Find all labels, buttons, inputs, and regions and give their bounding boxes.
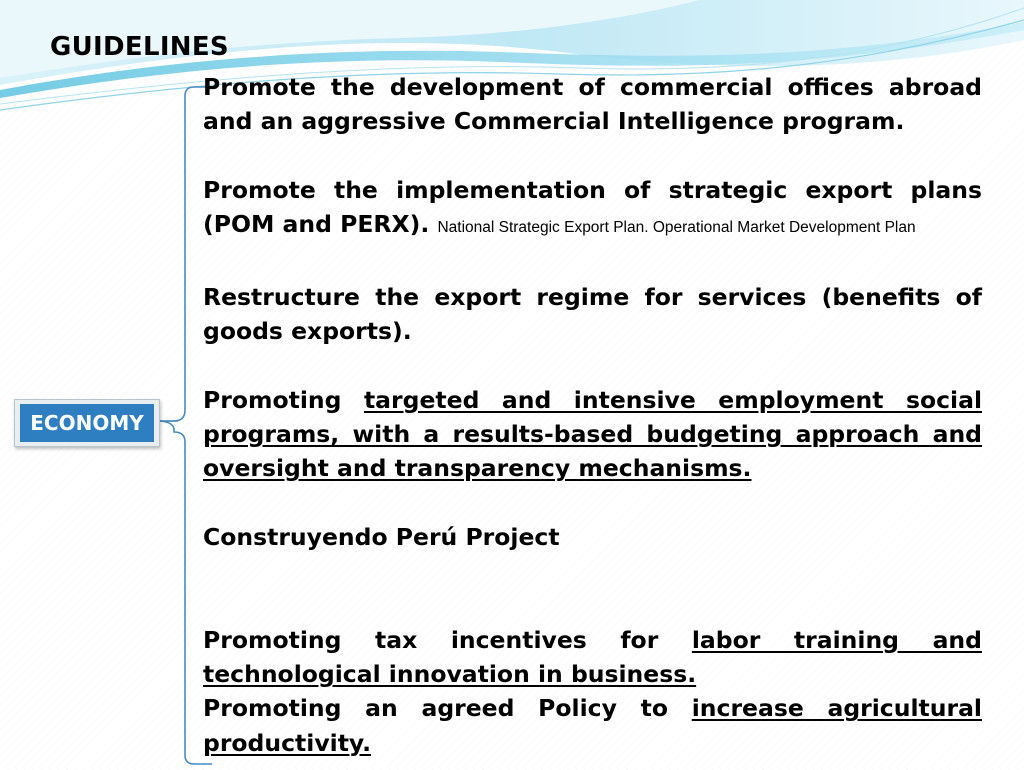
guideline-item-export-regime: Restructure the export regime for services (benefits of goods exports). (203, 282, 982, 346)
guideline-item-construyendo-peru: Construyendo Perú Project (203, 522, 560, 551)
guideline-item-commercial-offices: Promote the development of commercial offices abroad and an aggressive Commercial Intelligence program. (203, 73, 982, 136)
slide-title: GUIDELINES (50, 32, 229, 62)
guideline-item-export-plans: Promote the implementation of strategic export plans (POM and PERX). National Strategic Export Plan. Operational Market Development Plan (203, 175, 982, 239)
underlined-text: increase agricultural productivity. (203, 694, 982, 757)
guideline-item-agricultural-policy: Promoting an agreed Policy to increase agricultural productivity. (203, 694, 982, 757)
underlined-text: labor training and technological innovation in business. (203, 625, 982, 689)
underlined-text: targeted and intensive employment social programs, with a results-based budgeting approach and oversight and transparency mechanisms. (203, 385, 982, 483)
economy-category-box (14, 399, 160, 447)
guideline-item-social-programs: Promoting targeted and intensive employment social programs, with a results-based budgeting approach and oversight and transparency mechanisms. (203, 385, 982, 483)
economy-label: ECONOMY (20, 404, 154, 442)
guideline-list (203, 70, 982, 760)
guideline-item-tax-incentives: Promoting tax incentives for labor training and technological innovation in business. (203, 625, 982, 689)
export-plans-note: National Strategic Export Plan. Operational Market Development Plan (437, 219, 916, 237)
